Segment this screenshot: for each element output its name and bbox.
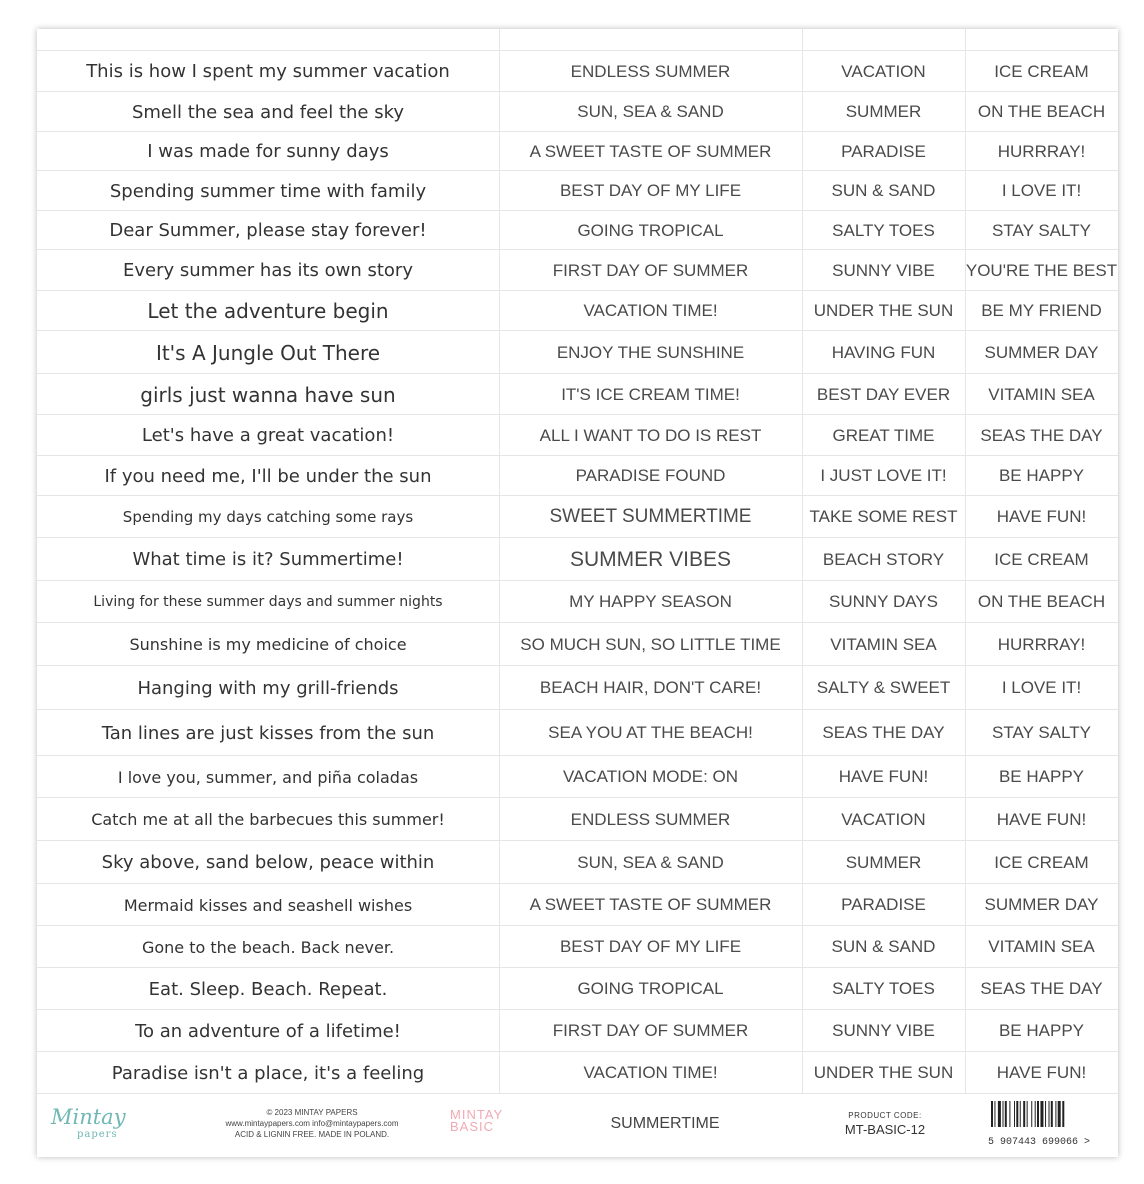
phrase-caps: SO MUCH SUN, SO LITTLE TIME xyxy=(520,634,781,654)
phrase-tiny: VITAMIN SEA xyxy=(988,384,1095,404)
phrase-row xyxy=(37,622,1118,666)
phrase-row xyxy=(37,330,1118,374)
phrase-long: Hanging with my grill-friends xyxy=(137,677,399,699)
sticker-sheet xyxy=(37,29,1118,1157)
phrase-short: SUN & SAND xyxy=(831,937,936,956)
phrase-row xyxy=(37,373,1118,415)
phrase-short: VACATION xyxy=(841,809,926,829)
phrase-short: I JUST LOVE IT! xyxy=(820,466,947,485)
phrase-long: I love you, summer, and piña coladas xyxy=(117,767,419,787)
phrase-tiny: SUMMER DAY xyxy=(984,895,1099,914)
phrase-short: GREAT TIME xyxy=(832,425,935,445)
phrase-short: PARADISE xyxy=(841,141,926,161)
phrase-tiny: BE HAPPY xyxy=(998,466,1085,485)
phrase-long: It's A Jungle Out There xyxy=(155,340,381,365)
phrase-tiny: ON THE BEACH xyxy=(977,102,1106,121)
phrase-long: This is how I spent my summer vacation xyxy=(86,61,450,82)
phrase-long: Spending summer time with family xyxy=(109,180,427,202)
product-code-block xyxy=(825,1111,945,1137)
phrase-long: Tan lines are just kisses from the sun xyxy=(101,722,435,744)
phrase-long: Dear Summer, please stay forever! xyxy=(109,220,427,241)
phrase-short: UNDER THE SUN xyxy=(813,1063,954,1082)
phrase-long: Gone to the beach. Back never. xyxy=(141,937,395,957)
phrase-short: VITAMIN SEA xyxy=(830,634,937,654)
phrase-caps: VACATION TIME! xyxy=(583,1063,718,1082)
phrase-tiny: HURRRAY! xyxy=(997,634,1086,654)
phrase-row xyxy=(37,495,1118,538)
phrase-row xyxy=(37,249,1118,291)
phrase-short: SALTY TOES xyxy=(832,220,935,240)
brand-sub: papers xyxy=(77,1129,118,1140)
phrase-long: Let's have a great vacation! xyxy=(141,425,395,446)
phrase-long: Sky above, sand below, peace within xyxy=(101,852,435,873)
phrase-caps: SUN, SEA & SAND xyxy=(577,102,724,121)
phrase-tiny: BE HAPPY xyxy=(998,1021,1085,1040)
phrase-row xyxy=(37,414,1118,456)
phrase-short: SEAS THE DAY xyxy=(822,723,945,742)
barcode xyxy=(983,1101,1095,1149)
notice-line: ACID & LIGNIN FREE. MADE IN POLAND. xyxy=(234,1130,390,1139)
phrase-caps: ENDLESS SUMMER xyxy=(570,61,731,81)
phrase-caps: BEACH HAIR, DON'T CARE! xyxy=(539,678,762,697)
phrase-row xyxy=(37,537,1118,581)
sheet-name: SUMMERTIME xyxy=(610,1115,720,1132)
phrase-tiny: HAVE FUN! xyxy=(996,507,1087,526)
phrase-long: Eat. Sleep. Beach. Repeat. xyxy=(148,978,388,1000)
phrase-long: girls just wanna have sun xyxy=(140,382,396,407)
phrase-long: Mermaid kisses and seashell wishes xyxy=(123,895,413,915)
phrase-row xyxy=(37,840,1118,884)
phrase-long: Every summer has its own story xyxy=(123,260,413,281)
phrase-row xyxy=(37,580,1118,623)
series-line-2: BASIC xyxy=(450,1119,495,1134)
phrase-long: Spending my days catching some rays xyxy=(122,508,414,526)
phrase-short: TAKE SOME REST xyxy=(809,507,958,526)
phrase-tiny: ICE CREAM xyxy=(994,852,1089,872)
phrase-long: What time is it? Summertime! xyxy=(132,549,404,570)
phrase-row xyxy=(37,967,1118,1010)
phrase-row xyxy=(37,1009,1118,1052)
phrase-row xyxy=(37,91,1118,132)
phrase-tiny: VITAMIN SEA xyxy=(988,937,1095,956)
phrase-row xyxy=(37,131,1118,171)
phrase-short: BEACH STORY xyxy=(822,549,945,569)
contact-line: www.mintaypapers.com info@mintaypapers.com xyxy=(225,1119,399,1128)
phrase-long: Paradise isn't a place, it's a feeling xyxy=(111,1062,425,1084)
phrase-long: Let the adventure begin xyxy=(147,299,389,323)
phrase-row xyxy=(37,709,1118,756)
phrase-short: SALTY TOES xyxy=(832,979,935,998)
phrase-short: SUMMER xyxy=(845,852,922,872)
phrase-tiny: STAY SALTY xyxy=(992,723,1091,742)
phrase-row xyxy=(37,925,1118,968)
phrase-tiny: SUMMER DAY xyxy=(984,342,1099,362)
phrase-row xyxy=(37,1051,1118,1094)
phrase-short: SALTY & SWEET xyxy=(816,678,951,697)
series-badge xyxy=(450,1109,512,1133)
phrase-tiny: I LOVE IT! xyxy=(1001,678,1082,697)
product-code-value: MT-BASIC-12 xyxy=(844,1122,926,1137)
phrase-row xyxy=(37,50,1118,92)
phrase-caps: SUMMER VIBES xyxy=(569,547,732,571)
phrase-caps: ENDLESS SUMMER xyxy=(570,809,731,829)
copyright-block xyxy=(197,1107,427,1140)
phrase-caps: A SWEET TASTE OF SUMMER xyxy=(529,141,772,161)
phrase-caps: VACATION MODE: ON xyxy=(562,767,739,786)
phrase-short: SUNNY DAYS xyxy=(829,592,938,611)
phrase-tiny: ON THE BEACH xyxy=(977,592,1106,611)
phrase-caps: ENJOY THE SUNSHINE xyxy=(556,342,745,362)
phrase-tiny: SEAS THE DAY xyxy=(980,979,1103,998)
phrase-short: HAVING FUN xyxy=(831,342,936,362)
phrase-caps: SEA YOU AT THE BEACH! xyxy=(548,723,753,742)
phrase-row xyxy=(37,883,1118,926)
phrase-short: UNDER THE SUN xyxy=(813,301,954,320)
phrase-row xyxy=(37,455,1118,496)
phrase-short: SUN & SAND xyxy=(831,181,936,200)
phrase-caps: MY HAPPY SEASON xyxy=(569,592,732,611)
phrase-caps: VACATION TIME! xyxy=(583,301,718,320)
phrase-short: BEST DAY EVER xyxy=(816,384,951,404)
phrase-short: HAVE FUN! xyxy=(838,767,929,786)
phrase-caps: GOING TROPICAL xyxy=(577,979,724,998)
brand-script: Mintay xyxy=(51,1105,126,1129)
sheet-footer xyxy=(37,1093,1118,1157)
barcode-number: 5 907443 699066 > xyxy=(987,1137,1091,1148)
phrase-short: SUNNY VIBE xyxy=(832,1021,935,1040)
phrase-caps: ALL I WANT TO DO IS REST xyxy=(539,425,762,445)
phrase-tiny: HURRRAY! xyxy=(997,141,1086,161)
phrase-tiny: HAVE FUN! xyxy=(996,1063,1087,1082)
phrase-caps: BEST DAY OF MY LIFE xyxy=(559,937,742,956)
mintay-logo xyxy=(51,1105,131,1145)
phrase-tiny: HAVE FUN! xyxy=(996,809,1087,829)
barcode-icon xyxy=(991,1101,1087,1135)
copyright-line: © 2023 MINTAY PAPERS xyxy=(266,1108,358,1117)
phrase-long: I was made for sunny days xyxy=(147,141,389,162)
phrase-grid xyxy=(37,29,1118,1093)
phrase-tiny: YOU'RE THE BEST xyxy=(965,260,1118,280)
phrase-short: SUMMER xyxy=(845,102,922,121)
phrase-row xyxy=(37,665,1118,710)
phrase-row xyxy=(37,210,1118,250)
phrase-caps: SWEET SUMMERTIME xyxy=(549,506,752,527)
phrase-tiny: BE HAPPY xyxy=(998,767,1085,786)
phrase-short: VACATION xyxy=(841,61,926,81)
phrase-short: SUNNY VIBE xyxy=(832,260,935,280)
phrase-long: Catch me at all the barbecues this summer! xyxy=(91,810,445,829)
phrase-row xyxy=(37,290,1118,331)
phrase-short: PARADISE xyxy=(841,895,926,914)
phrase-caps: BEST DAY OF MY LIFE xyxy=(559,181,742,200)
phrase-caps: GOING TROPICAL xyxy=(577,220,724,240)
phrase-tiny: ICE CREAM xyxy=(994,61,1089,81)
phrase-tiny: ICE CREAM xyxy=(994,549,1089,569)
phrase-long: Living for these summer days and summer nights xyxy=(93,594,443,610)
phrase-tiny: I LOVE IT! xyxy=(1001,181,1082,200)
phrase-caps: IT'S ICE CREAM TIME! xyxy=(561,384,740,404)
phrase-long: If you need me, I'll be under the sun xyxy=(104,465,432,487)
phrase-row xyxy=(37,170,1118,211)
phrase-row xyxy=(37,755,1118,798)
phrase-long: Sunshine is my medicine of choice xyxy=(129,635,407,654)
phrase-long: Smell the sea and feel the sky xyxy=(131,101,405,123)
series-line-1: MINTAY xyxy=(450,1107,504,1122)
phrase-caps: A SWEET TASTE OF SUMMER xyxy=(529,895,772,914)
phrase-row xyxy=(37,797,1118,841)
product-code-label: PRODUCT CODE: xyxy=(848,1111,922,1120)
phrase-long: To an adventure of a lifetime! xyxy=(135,1020,401,1042)
phrase-tiny: STAY SALTY xyxy=(992,220,1091,240)
phrase-caps: FIRST DAY OF SUMMER xyxy=(552,260,749,280)
phrase-caps: SUN, SEA & SAND xyxy=(577,852,724,872)
phrase-caps: FIRST DAY OF SUMMER xyxy=(552,1021,749,1040)
phrase-tiny: SEAS THE DAY xyxy=(980,425,1103,445)
phrase-tiny: BE MY FRIEND xyxy=(981,301,1102,320)
phrase-caps: PARADISE FOUND xyxy=(575,466,726,485)
